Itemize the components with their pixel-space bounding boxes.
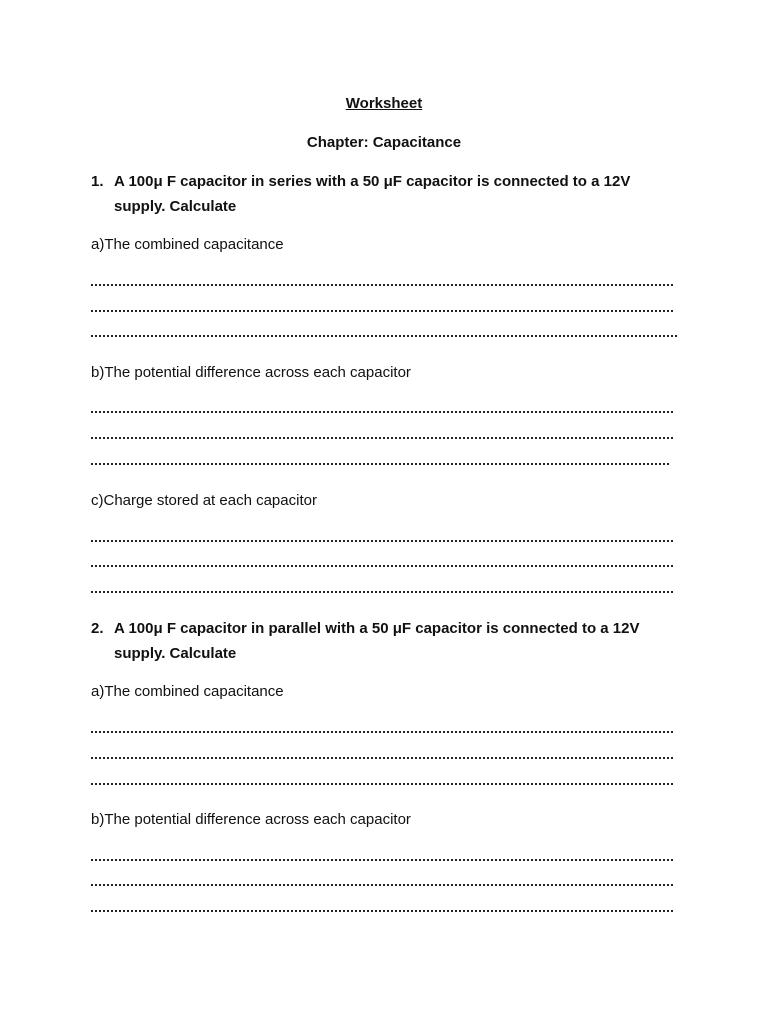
- question-1-number: 1.: [91, 173, 104, 190]
- answer-line[interactable]: [91, 411, 673, 413]
- answer-line[interactable]: [91, 284, 673, 286]
- answer-line[interactable]: [91, 884, 673, 886]
- worksheet-title: Worksheet: [345, 95, 423, 112]
- question-2-text: A 100μ F capacitor in parallel with a 50 μF capacitor is connected to a 12V supply. Calculate: [114, 620, 640, 662]
- question-1-part-c-label: c)Charge stored at each capacitor: [91, 492, 317, 509]
- answer-line[interactable]: [91, 565, 673, 567]
- answer-line[interactable]: [91, 591, 673, 593]
- question-1-part-a-label: a)The combined capacitance: [91, 236, 284, 253]
- question-2-part-b-label: b)The potential difference across each capacitor: [91, 811, 411, 828]
- answer-line[interactable]: [91, 310, 673, 312]
- question-1-part-b-label: b)The potential difference across each capacitor: [91, 364, 411, 381]
- answer-line[interactable]: [91, 859, 673, 861]
- answer-line[interactable]: [91, 463, 669, 465]
- question-2-number: 2.: [91, 620, 104, 637]
- chapter-heading: Chapter: Capacitance: [306, 134, 462, 151]
- answer-line[interactable]: [91, 437, 673, 439]
- answer-line[interactable]: [91, 731, 673, 733]
- question-2-part-a-label: a)The combined capacitance: [91, 683, 284, 700]
- answer-line[interactable]: [91, 335, 677, 337]
- answer-line[interactable]: [91, 783, 673, 785]
- question-1-text: A 100μ F capacitor in series with a 50 μF capacitor is connected to a 12V supply. Calculate: [114, 173, 631, 215]
- answer-line[interactable]: [91, 540, 673, 542]
- answer-line[interactable]: [91, 910, 673, 912]
- answer-line[interactable]: [91, 757, 673, 759]
